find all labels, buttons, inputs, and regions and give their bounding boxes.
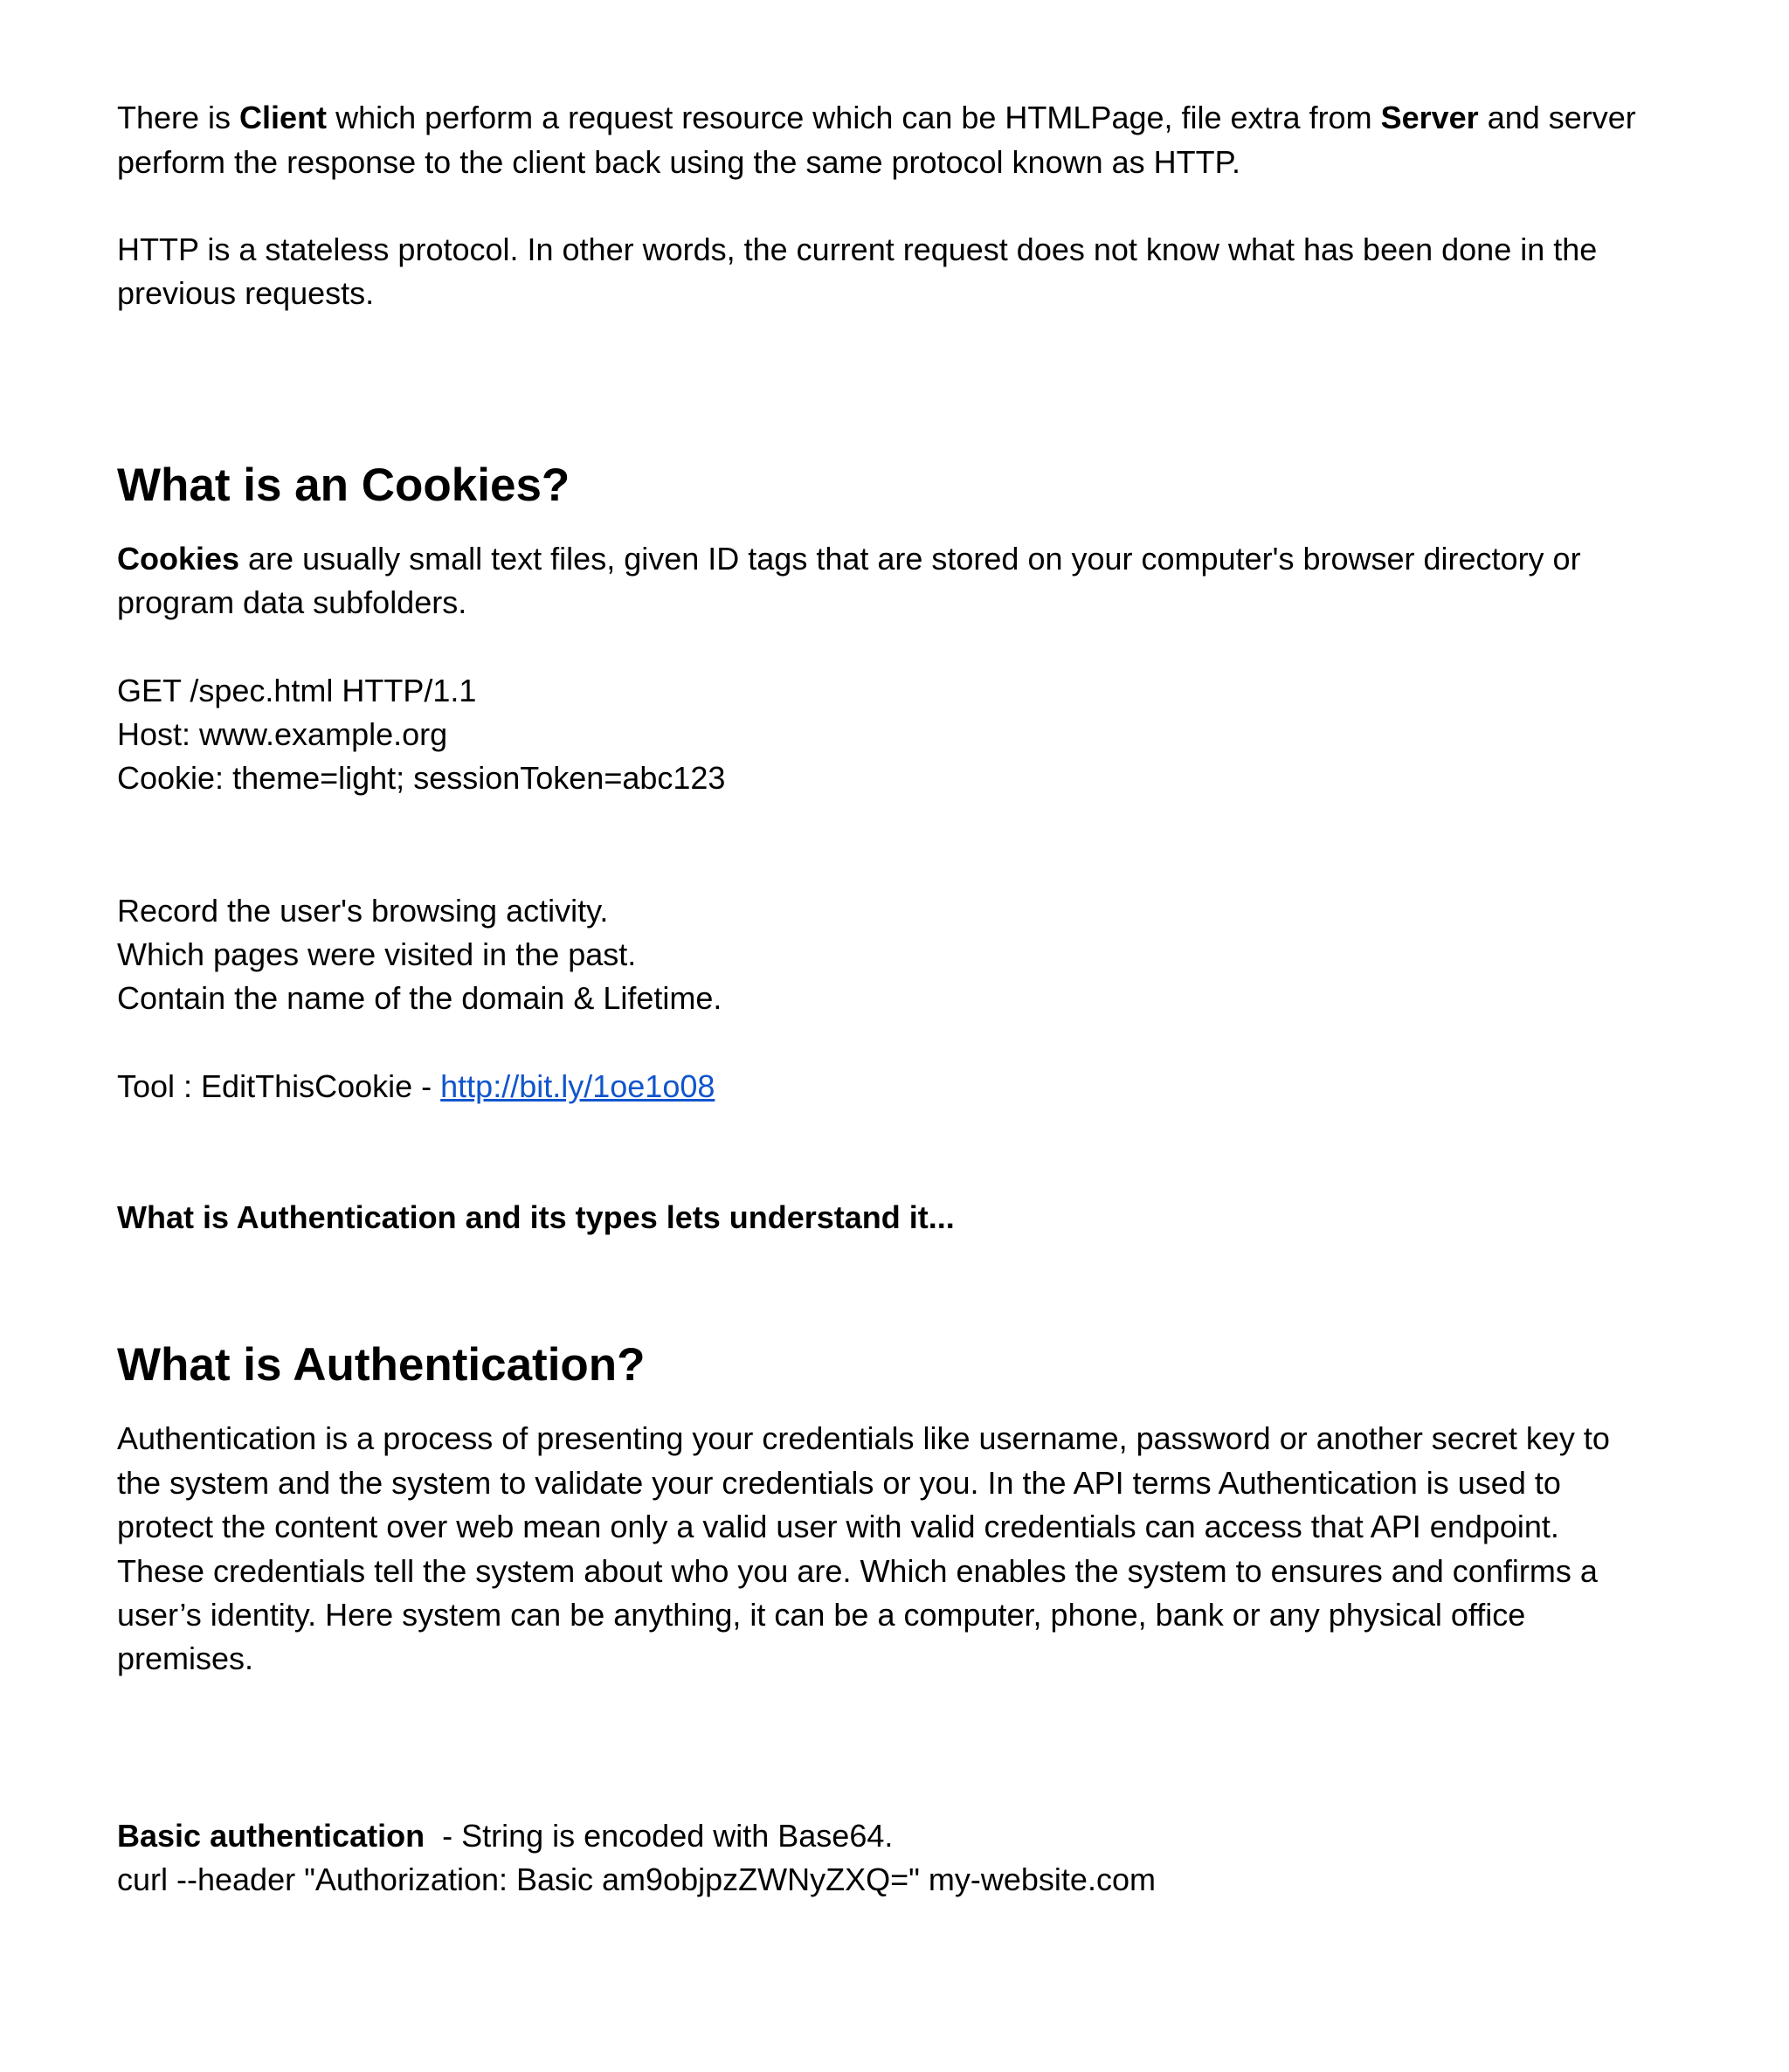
- cookies-definition-line-1: [117, 537, 1581, 581]
- request-line-3: Cookie: theme=light; sessionToken=abc123: [117, 760, 726, 796]
- cookies-heading: What is an Cookies?: [117, 459, 570, 511]
- authentication-line-6: premises.: [117, 1640, 254, 1676]
- basic-auth-line: [117, 1814, 893, 1858]
- authentication-line-5: user’s identity. Here system can be anything, it can be a computer, phone, bank or any physical office: [117, 1597, 1526, 1633]
- basic-auth-label: Basic authentication: [117, 1818, 425, 1854]
- authentication-heading: What is Authentication?: [117, 1339, 646, 1391]
- cookies-definition-line-2: program data subfolders.: [117, 584, 467, 620]
- client-term: Client: [239, 100, 328, 135]
- intro-text-a: There is: [117, 100, 240, 135]
- tool-line: [117, 1065, 715, 1109]
- intro-text-b: which perform a request resource which can be HTMLPage, file extra from: [327, 100, 1381, 135]
- basic-auth-desc: - String is encoded with Base64.: [425, 1818, 894, 1854]
- intro-text-c: and server: [1478, 100, 1636, 135]
- tool-label: Tool : EditThisCookie -: [117, 1068, 441, 1104]
- cookies-term: Cookies: [117, 541, 240, 577]
- auth-teaser: What is Authentication and its types lets understand it...: [117, 1199, 955, 1235]
- request-line-1: GET /spec.html HTTP/1.1: [117, 673, 477, 708]
- cookie-use-1: Record the user's browsing activity.: [117, 893, 609, 929]
- stateless-line-2: previous requests.: [117, 275, 375, 311]
- cookie-use-3: Contain the name of the domain & Lifetime.: [117, 980, 722, 1016]
- intro-paragraph-line-1: [117, 96, 1636, 140]
- authentication-line-1: Authentication is a process of presenting your credentials like username, password or another secret key to: [117, 1420, 1610, 1456]
- cookie-use-2: Which pages were visited in the past.: [117, 936, 637, 972]
- authentication-line-2: the system and the system to validate your credentials or you. In the API terms Authentication is used to: [117, 1465, 1561, 1501]
- intro-paragraph-line-2: perform the response to the client back using the same protocol known as HTTP.: [117, 144, 1240, 180]
- edit-this-cookie-link[interactable]: http://bit.ly/1oe1o08: [440, 1068, 715, 1104]
- cookies-definition-rest: are usually small text files, given ID tags that are stored on your computer's browser directory or: [239, 541, 1581, 577]
- request-line-2: Host: www.example.org: [117, 716, 448, 752]
- basic-auth-example: curl --header "Authorization: Basic am9objpzZWNyZXQ=" my-website.com: [117, 1861, 1156, 1897]
- authentication-line-4: These credentials tell the system about who you are. Which enables the system to ensures and confirms a: [117, 1553, 1598, 1589]
- server-term: Server: [1380, 100, 1479, 135]
- authentication-line-3: protect the content over web mean only a valid user with valid credentials can access that API endpoint.: [117, 1509, 1559, 1544]
- stateless-line-1: HTTP is a stateless protocol. In other words, the current request does not know what has been done in the: [117, 231, 1598, 267]
